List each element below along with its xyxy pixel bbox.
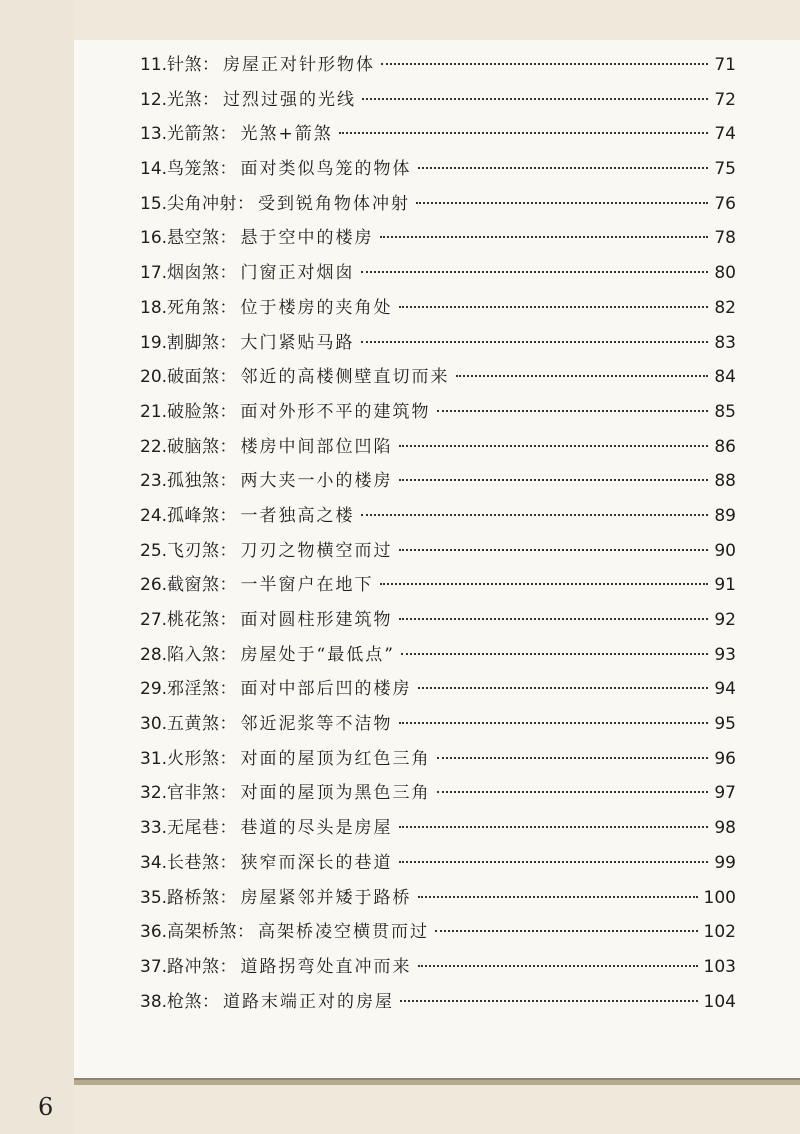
entry-title: 枪煞 [167,991,203,1012]
entry-description: 悬于空中的楼房 [240,228,374,249]
entry-title: 五黄煞 [167,714,220,735]
toc-entry [74,570,736,605]
entry-number: 27. [140,610,168,630]
entry-number: 11. [140,55,168,75]
entry-number: 18. [140,297,168,318]
toc-entry [74,744,736,779]
entry-number: 15. [140,193,168,214]
entry-description: 对面的屋顶为红色三角 [240,748,431,769]
entry-colon: ： [219,644,237,665]
entry-page-number: 80 [714,263,736,284]
entry-colon: ： [237,193,255,214]
entry-description: 狭窄而深长的巷道 [240,852,393,873]
toc-entry [74,674,736,709]
entry-colon: ： [219,540,237,561]
dot-leader [418,167,709,169]
entry-description: 位于楼房的夹角处 [240,297,393,318]
dot-leader [435,930,698,932]
entry-title: 截窗煞 [167,575,220,596]
toc-entry [74,328,736,363]
dot-leader [399,549,709,551]
entry-number: 34. [140,852,168,873]
dot-leader [362,98,708,100]
entry-colon: ： [219,610,237,630]
entry-title: 光煞 [167,89,203,110]
dot-leader [437,757,709,759]
entry-colon: ： [219,505,237,526]
toc-entry [74,952,736,987]
dot-leader [380,583,709,585]
entry-title: 鸟笼煞 [167,159,220,180]
entry-page-number: 83 [714,332,736,353]
entry-title: 长巷煞 [167,852,220,873]
entry-colon: ： [219,471,237,492]
entry-colon: ： [202,991,220,1012]
entry-description: 房屋正对针形物体 [223,55,376,75]
entry-page-number: 103 [703,956,736,977]
toc-entry [74,397,736,432]
entry-colon: ： [202,89,220,110]
entry-title: 死角煞 [167,297,220,318]
toc-entry [74,848,736,883]
entry-description: 房屋处于“最低点” [240,644,395,665]
dot-leader [361,271,709,273]
dot-leader [418,965,698,967]
toc-entry [74,987,736,1022]
entry-number: 16. [140,228,168,249]
entry-number: 24. [140,505,168,526]
dot-leader [399,445,709,447]
entry-page-number: 98 [714,818,736,839]
entry-number: 20. [140,367,168,388]
entry-page-number: 90 [714,540,736,561]
entry-description: 道路拐弯处直冲而来 [240,956,412,977]
dot-leader [418,896,698,898]
entry-number: 13. [140,124,168,145]
entry-description: 受到锐角物体冲射 [258,193,411,214]
entry-title: 陷入煞 [167,644,220,665]
entry-title: 官非煞 [167,783,220,804]
entry-colon: ： [202,55,220,75]
entry-title: 悬空煞 [167,228,220,249]
entry-number: 19. [140,332,168,353]
entry-page-number: 82 [714,297,736,318]
page-margin [0,0,74,1134]
entry-title: 割脚煞 [167,332,220,353]
entry-description: 一者独高之楼 [240,505,355,526]
entry-page-number: 75 [714,159,736,180]
entry-page-number: 88 [714,471,736,492]
entry-page-number: 76 [714,193,736,214]
entry-page-number: 71 [714,55,736,75]
entry-page-number: 92 [714,610,736,630]
entry-description: 两大夹一小的楼房 [240,471,393,492]
entry-page-number: 93 [714,644,736,665]
entry-number: 37. [140,956,168,977]
entry-title: 路桥煞 [167,887,220,908]
table-of-contents [74,50,736,1021]
entry-title: 尖角冲射 [167,193,238,214]
toc-entry [74,883,736,918]
toc-entry [74,85,736,120]
entry-title: 无尾巷 [167,818,220,839]
entry-colon: ： [219,748,237,769]
entry-title: 破脸煞 [167,401,220,422]
entry-number: 21. [140,401,168,422]
dot-leader [380,236,709,238]
entry-number: 29. [140,679,168,700]
entry-page-number: 104 [703,991,736,1012]
entry-page-number: 85 [714,401,736,422]
entry-title: 破面煞 [167,367,220,388]
entry-page-number: 99 [714,852,736,873]
entry-page-number: 94 [714,679,736,700]
entry-title: 光箭煞 [167,124,220,145]
toc-entry [74,293,736,328]
entry-description: 大门紧贴马路 [240,332,355,353]
entry-colon: ： [219,575,237,596]
toc-entry [74,258,736,293]
entry-title: 孤峰煞 [167,505,220,526]
entry-title: 针煞 [167,55,203,75]
entry-page-number: 72 [714,89,736,110]
entry-description: 邻近泥浆等不洁物 [240,714,393,735]
toc-entry [74,189,736,224]
dot-leader [399,722,709,724]
entry-description: 邻近的高楼侧壁直切而来 [240,367,450,388]
dot-leader [416,202,708,204]
dot-leader [437,791,709,793]
entry-description: 面对外形不平的建筑物 [240,401,431,422]
entry-colon: ： [219,783,237,804]
toc-entry [74,432,736,467]
entry-title: 路冲煞 [167,956,220,977]
entry-colon: ： [219,263,237,284]
entry-colon: ： [219,679,237,700]
entry-colon: ： [219,887,237,908]
entry-number: 17. [140,263,168,284]
dot-leader [399,479,709,481]
entry-colon: ： [219,401,237,422]
entry-page-number: 74 [714,124,736,145]
entry-description: 过烈过强的光线 [223,89,357,110]
entry-description: 道路末端正对的房屋 [223,991,395,1012]
toc-entry [74,778,736,813]
entry-number: 22. [140,436,168,457]
entry-description: 刀刃之物横空而过 [240,540,393,561]
entry-colon: ： [219,124,237,145]
entry-colon: ： [219,852,237,873]
dot-leader [401,653,708,655]
dot-leader [339,132,709,134]
entry-colon: ： [219,159,237,180]
dot-leader [437,410,709,412]
entry-description: 楼房中间部位凹陷 [240,436,393,457]
entry-description: 高架桥凌空横贯而过 [258,922,430,943]
page-number: 6 [38,1093,54,1121]
toc-entry [74,119,736,154]
entry-description: 面对类似鸟笼的物体 [240,159,412,180]
entry-description: 面对中部后凹的楼房 [240,679,412,700]
entry-title: 孤独煞 [167,471,220,492]
entry-number: 32. [140,783,168,804]
entry-colon: ： [219,436,237,457]
toc-entry [74,223,736,258]
toc-entry [74,466,736,501]
toc-entry [74,501,736,536]
entry-number: 25. [140,540,168,561]
toc-entry [74,50,736,85]
entry-colon: ： [219,818,237,839]
entry-number: 36. [140,922,168,943]
entry-title: 火形煞 [167,748,220,769]
entry-page-number: 95 [714,714,736,735]
dot-leader [399,618,709,620]
dot-leader [400,1000,698,1002]
entry-page-number: 96 [714,748,736,769]
entry-page-number: 102 [703,922,736,943]
entry-number: 33. [140,818,168,839]
entry-colon: ： [219,228,237,249]
toc-entry [74,917,736,952]
entry-description: 巷道的尽头是房屋 [240,818,393,839]
toc-entry [74,640,736,675]
entry-description: 光煞+箭煞 [240,124,333,145]
entry-title: 烟囱煞 [167,263,220,284]
entry-number: 38. [140,991,168,1012]
entry-page-number: 78 [714,228,736,249]
toc-entry [74,605,736,640]
entry-number: 12. [140,89,168,110]
dot-leader [399,861,709,863]
toc-entry [74,536,736,571]
entry-title: 桃花煞 [167,610,220,630]
entry-title: 飞刃煞 [167,540,220,561]
dot-leader [456,375,709,377]
entry-colon: ： [219,332,237,353]
entry-number: 28. [140,644,168,665]
entry-description: 对面的屋顶为黑色三角 [240,783,431,804]
entry-colon: ： [219,297,237,318]
dot-leader [399,826,709,828]
entry-title: 破脑煞 [167,436,220,457]
toc-entry [74,154,736,189]
toc-entry [74,709,736,744]
dot-leader [399,306,709,308]
entry-page-number: 91 [714,575,736,596]
toc-entry [74,813,736,848]
toc-entry [74,362,736,397]
dot-leader [361,514,709,516]
entry-number: 14. [140,159,168,180]
entry-page-number: 86 [714,436,736,457]
entry-title: 邪淫煞 [167,679,220,700]
entry-description: 一半窗户在地下 [240,575,374,596]
entry-number: 31. [140,748,168,769]
entry-number: 30. [140,714,168,735]
entry-page-number: 100 [703,887,736,908]
dot-leader [381,63,708,65]
entry-number: 23. [140,471,168,492]
dot-leader [418,687,709,689]
dot-leader [361,341,709,343]
entry-number: 26. [140,575,168,596]
entry-page-number: 84 [714,367,736,388]
entry-description: 面对圆柱形建筑物 [240,610,393,630]
entry-colon: ： [219,367,237,388]
entry-colon: ： [219,956,237,977]
entry-colon: ： [219,714,237,735]
entry-page-number: 97 [714,783,736,804]
entry-title: 高架桥煞 [167,922,238,943]
entry-colon: ： [237,922,255,943]
entry-description: 房屋紧邻并矮于路桥 [240,887,412,908]
entry-number: 35. [140,887,168,908]
entry-description: 门窗正对烟囱 [240,263,355,284]
entry-page-number: 89 [714,505,736,526]
